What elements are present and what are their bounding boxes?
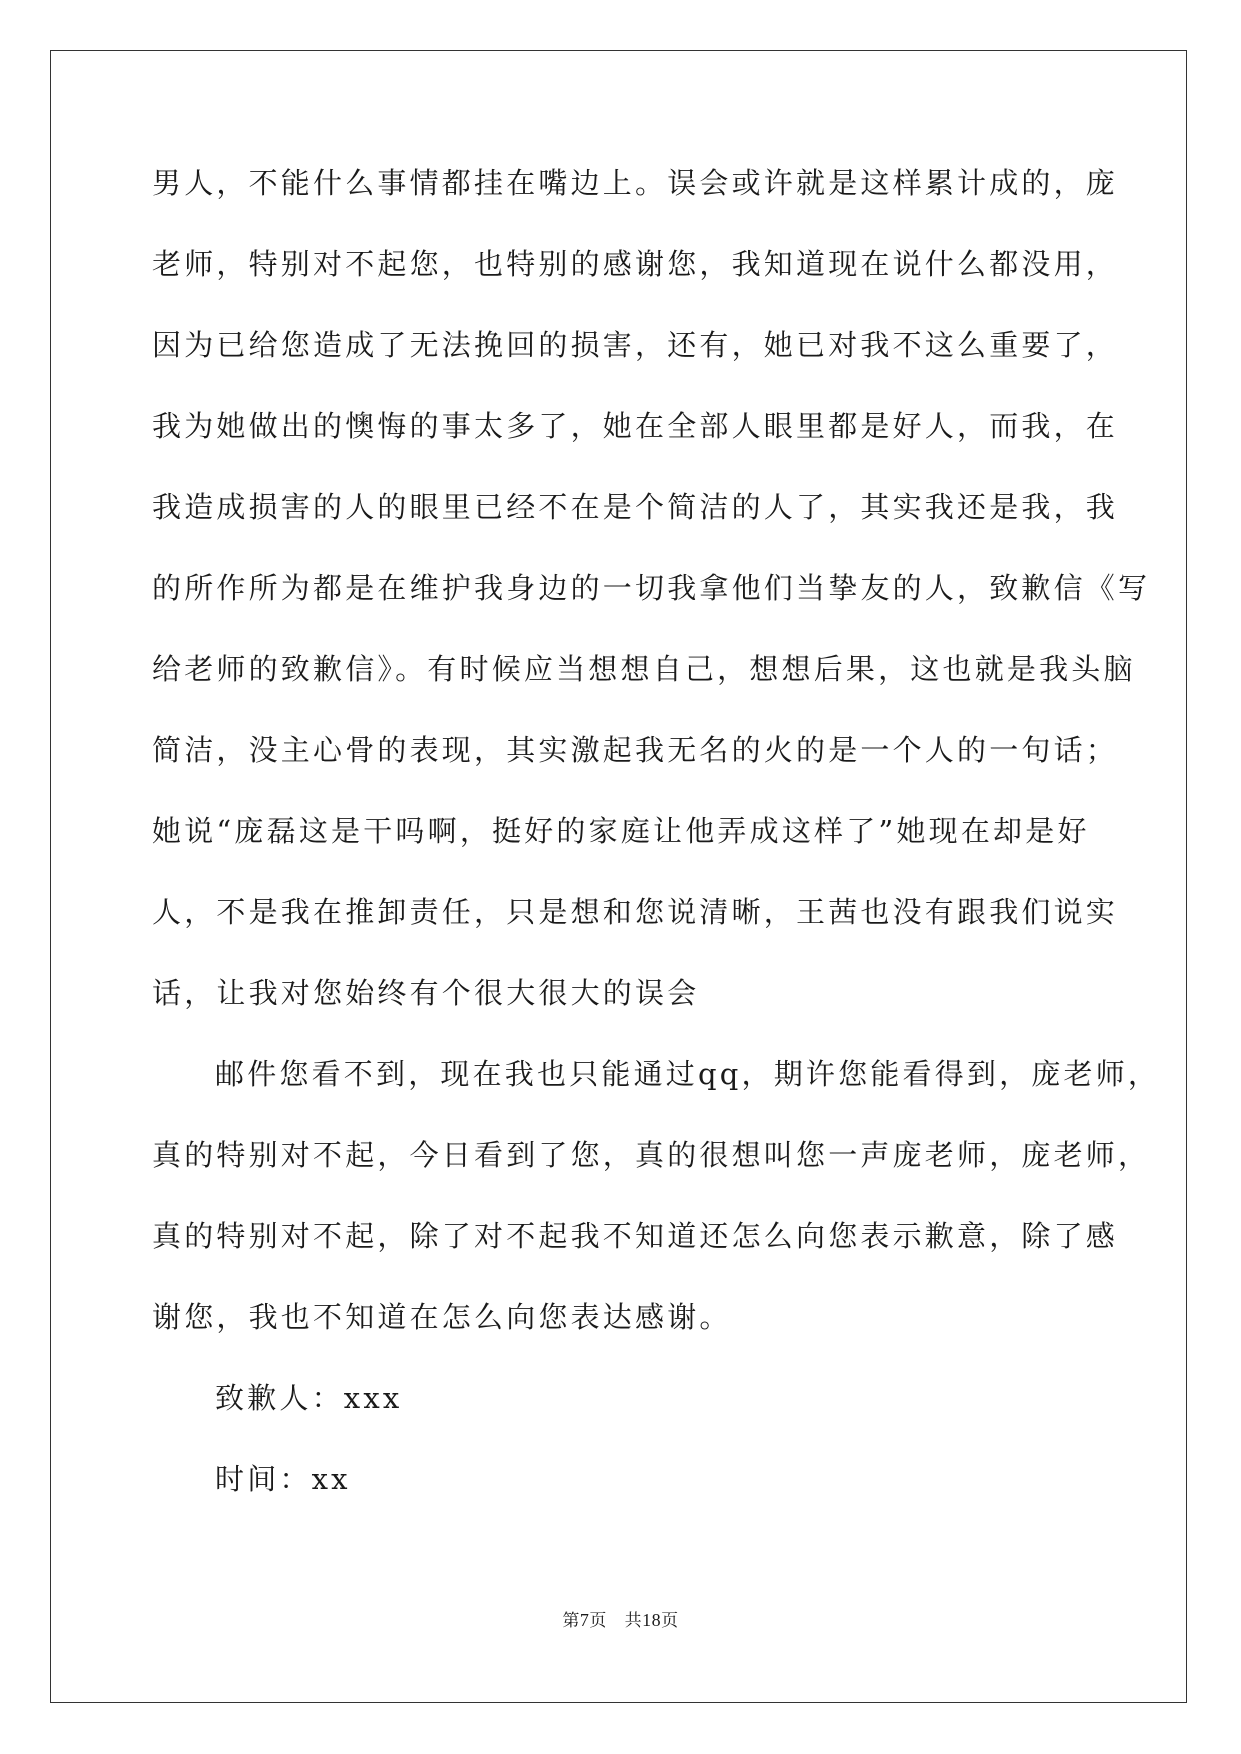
page-number: 7 [579,1610,590,1630]
text-line: 她说“庞磊这是干吗啊，挺好的家庭让他弄成这样了”她现在却是好 [152,814,1090,848]
text-line: 人，不是我在推卸责任，只是想和您说清晰，王茜也没有跟我们说实 [152,895,1119,929]
text-line: 老师，特别对不起您，也特别的感谢您，我知道现在说什么都没用， [152,247,1119,281]
signature-line: 致歉人：xxx [215,1381,403,1415]
text-line: 谢您，我也不知道在怎么向您表达感谢。 [152,1300,732,1334]
text-line: 简洁，没主心骨的表现，其实激起我无名的火的是一个人的一句话； [152,733,1119,767]
page-suffix: 页 [589,1611,607,1631]
date-line: 时间：xx [215,1462,351,1496]
total-pages: 18 [642,1610,662,1630]
text-line: 话，让我对您始终有个很大很大的误会 [152,976,700,1010]
text-line: 我为她做出的懊悔的事太多了，她在全部人眼里都是好人，而我，在 [152,409,1119,443]
total-suffix: 页 [661,1611,679,1631]
text-line: 我造成损害的人的眼里已经不在是个简洁的人了，其实我还是我，我 [152,490,1119,524]
total-prefix: 共 [624,1611,643,1631]
page-footer [0,1606,1241,1631]
text-line: 男人，不能什么事情都挂在嘴边上。误会或许就是这样累计成的，庞 [152,166,1119,200]
text-line: 真的特别对不起，除了对不起我不知道还怎么向您表示歉意，除了感 [152,1219,1119,1253]
text-line: 给老师的致歉信》。有时候应当想想自己，想想后果，这也就是我头脑 [152,652,1136,686]
paragraph-start-line: 邮件您看不到，现在我也只能通过qq，期许您能看得到，庞老师， [215,1057,1161,1091]
text-line: 的所作所为都是在维护我身边的一切我拿他们当挚友的人，致歉信《写 [152,571,1151,605]
text-line: 真的特别对不起，今日看到了您，真的很想叫您一声庞老师，庞老师， [152,1138,1151,1172]
text-line: 因为已给您造成了无法挽回的损害，还有，她已对我不这么重要了， [152,328,1119,362]
page-prefix: 第 [562,1611,580,1631]
letter-body [152,160,1161,1537]
